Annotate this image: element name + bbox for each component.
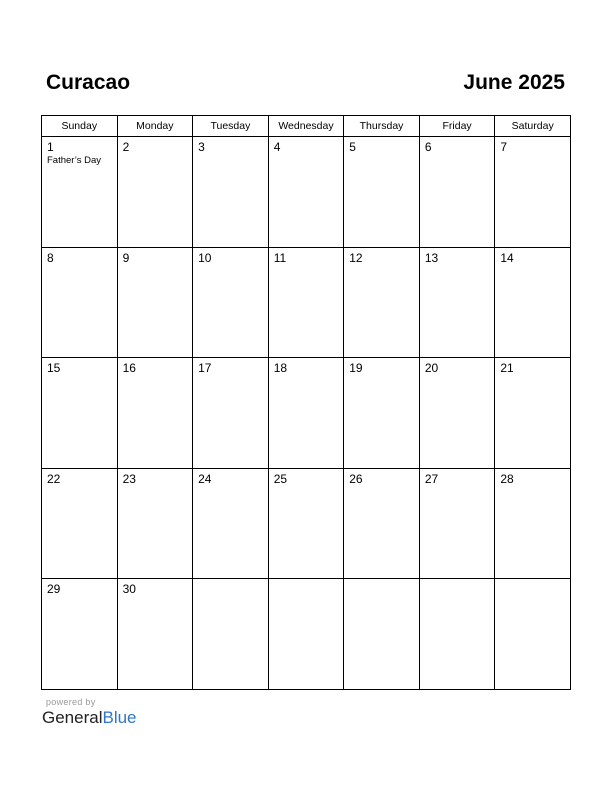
day-number: 12 (349, 250, 363, 265)
day-cell (268, 468, 344, 579)
day-number: 6 (424, 140, 432, 154)
day-number: 16 (122, 361, 136, 375)
empty-day-cell (268, 579, 344, 690)
day-number: 27 (424, 471, 439, 486)
day-cell (117, 358, 193, 469)
day-cell (344, 468, 420, 579)
day-number: 9 (122, 250, 130, 265)
empty-day-cell (495, 579, 571, 690)
calendar-grid (41, 115, 571, 690)
day-cell (117, 468, 193, 579)
month-year-title: June 2025 (463, 71, 565, 94)
weekday-friday: Friday (419, 116, 495, 137)
day-cell (42, 247, 118, 358)
day-cell (42, 358, 118, 469)
day-cell (42, 137, 118, 248)
day-cell (117, 579, 193, 690)
day-cell (117, 247, 193, 358)
weekday-sunday: Sunday (42, 116, 118, 137)
day-number: 1 (47, 140, 54, 154)
day-cell (495, 468, 571, 579)
week-row (42, 137, 571, 248)
day-number: 17 (198, 361, 212, 375)
empty-day-cell (193, 579, 269, 690)
day-cell (495, 358, 571, 469)
day-cell (193, 137, 269, 248)
weekday-wednesday: Wednesday (268, 116, 344, 137)
week-row (42, 247, 571, 358)
empty-day-cell (419, 579, 495, 690)
day-cell (42, 579, 118, 690)
weekday-monday: Monday (117, 116, 193, 137)
day-cell (344, 247, 420, 358)
day-number: 30 (122, 582, 136, 596)
week-row (42, 579, 571, 690)
weekday-tuesday: Tuesday (193, 116, 269, 137)
day-number: 5 (349, 140, 356, 154)
day-number: 10 (198, 250, 212, 265)
day-cell (268, 358, 344, 469)
day-number: 21 (500, 361, 514, 375)
day-number: 15 (47, 361, 61, 375)
day-number: 2 (122, 140, 130, 154)
day-number: 13 (424, 250, 439, 265)
week-row (42, 468, 571, 579)
day-cell (419, 247, 495, 358)
day-number: 3 (198, 140, 205, 154)
day-cell (344, 137, 420, 248)
weekday-thursday: Thursday (344, 116, 420, 137)
day-number: 25 (273, 471, 288, 486)
logo-blue-text: Blue (102, 708, 137, 727)
day-cell (419, 468, 495, 579)
day-cell (495, 247, 571, 358)
day-cell (268, 247, 344, 358)
day-number: 18 (273, 361, 288, 375)
day-number: 7 (500, 140, 508, 154)
day-number: 4 (273, 140, 281, 154)
day-cell (42, 468, 118, 579)
day-number: 29 (47, 582, 61, 596)
day-cell (419, 137, 495, 248)
country-title: Curacao (46, 71, 131, 94)
day-cell (419, 358, 495, 469)
day-cell (344, 358, 420, 469)
day-number: 26 (349, 471, 363, 486)
logo-general-text: General (42, 708, 103, 727)
day-number: 20 (424, 361, 439, 375)
day-cell (193, 468, 269, 579)
day-number: 19 (349, 361, 363, 375)
weekday-header-row (42, 116, 571, 137)
day-number: 11 (273, 250, 287, 265)
day-number: 23 (122, 471, 136, 486)
weekday-saturday: Saturday (495, 116, 571, 137)
powered-by-text: powered by (46, 697, 96, 707)
week-row (42, 358, 571, 469)
day-number: 14 (500, 250, 514, 265)
day-number: 8 (47, 250, 54, 265)
generalblue-logo[interactable] (42, 708, 137, 728)
day-cell (193, 247, 269, 358)
day-number: 28 (500, 471, 514, 486)
day-cell (193, 358, 269, 469)
day-cell (495, 137, 571, 248)
day-cell (268, 137, 344, 248)
holiday-event: Father’s Day (47, 155, 102, 166)
day-number: 22 (47, 471, 61, 486)
day-number: 24 (198, 471, 212, 486)
empty-day-cell (344, 579, 420, 690)
day-cell (117, 137, 193, 248)
